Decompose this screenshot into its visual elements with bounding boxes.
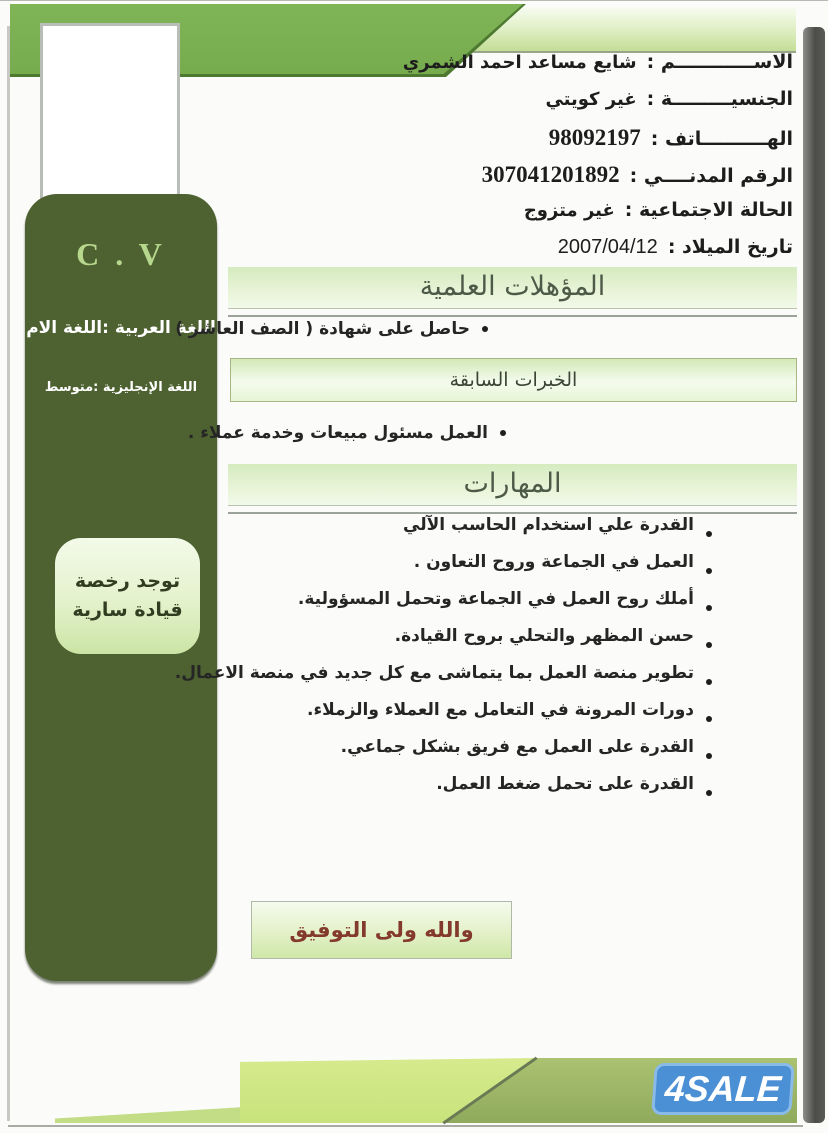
- closing-blessing-box: والله ولى التوفيق: [251, 901, 512, 959]
- bottom-decoration-tail: [55, 1107, 245, 1123]
- list-item: [175, 626, 712, 663]
- list-item: [175, 515, 712, 552]
- bullet-text: القدرة علي استخدام الحاسب الآلي: [403, 515, 694, 535]
- info-value: غير كويتي: [545, 89, 637, 110]
- license-line-2: قيادة سارية: [72, 599, 183, 621]
- experience-box-title: الخبرات السابقة: [230, 358, 797, 402]
- bullet-text: تطوير منصة العمل بما يتماشى مع كل جديد في منصة الاعمال.: [174, 663, 694, 683]
- personal-info-row: [393, 88, 793, 114]
- personal-info-row: [393, 236, 793, 262]
- scan-edge-bottom: [8, 1125, 803, 1127]
- list-item: [188, 423, 506, 443]
- bullet-icon: [706, 679, 712, 685]
- info-label: الهــــــــــاتف :: [650, 128, 793, 150]
- bullet-text: العمل في الجماعة وروح التعاون .: [413, 552, 694, 572]
- info-label: الحالة الاجتماعية :: [624, 199, 793, 221]
- experience-list: [188, 423, 506, 443]
- qualifications-list: [175, 319, 488, 339]
- info-value: 98092197: [548, 125, 641, 150]
- bullet-text: دورات المرونة في التعامل مع العملاء والزملاء.: [307, 700, 694, 720]
- license-line-1: توجد رخصة: [74, 569, 181, 592]
- personal-info-row: [393, 162, 793, 188]
- list-item: [175, 737, 712, 774]
- arabic-language-label: اللغة العربية :اللغة الام: [26, 318, 216, 338]
- bullet-text: حسن المظهر والتحلي بروح القيادة.: [394, 626, 694, 646]
- info-value: 307041201892: [481, 162, 620, 187]
- list-item: [175, 589, 712, 626]
- english-language-label: اللغة الإنجليزية :متوسط: [44, 380, 198, 395]
- cv-title: C . V: [76, 236, 166, 272]
- bullet-text: القدرة على تحمل ضغط العمل.: [436, 774, 694, 794]
- bullet-icon: [482, 326, 488, 332]
- list-item: [175, 663, 712, 700]
- list-item: [175, 774, 712, 811]
- personal-info-row: [393, 125, 793, 151]
- bullet-icon: [706, 716, 712, 722]
- info-value: شايع مساعد احمد الشمري: [402, 52, 637, 73]
- bullet-icon: [500, 430, 506, 436]
- info-label: الجنسيـــــــــة :: [646, 88, 793, 110]
- photo-placeholder: [40, 23, 180, 203]
- bullet-text: حاصل على شهادة ( الصف العاشر ): [175, 319, 470, 339]
- bullet-icon: [706, 605, 712, 611]
- info-value: غير متزوج: [523, 200, 615, 221]
- section-divider: [228, 315, 797, 317]
- skills-list: [175, 515, 712, 811]
- personal-info-row: [393, 51, 793, 77]
- bullet-icon: [706, 753, 712, 759]
- bullet-icon: [706, 531, 712, 537]
- bullet-icon: [706, 790, 712, 796]
- list-item: [175, 552, 712, 589]
- section-header-skills: المهارات: [228, 464, 797, 506]
- info-label: الرقم المدنــــي :: [629, 165, 793, 187]
- bullet-text: القدرة على العمل مع فريق بشكل جماعي.: [340, 737, 694, 757]
- section-divider: [228, 512, 797, 514]
- list-item: [175, 319, 488, 339]
- info-label: تاريخ الميلاد :: [667, 236, 793, 258]
- scan-edge-left: [7, 26, 10, 1121]
- section-header-qualifications: المؤهلات العلمية: [228, 267, 797, 309]
- bullet-text: العمل مسئول مبيعات وخدمة عملاء .: [187, 423, 488, 443]
- bullet-icon: [706, 642, 712, 648]
- 4sale-logo: 4SALE: [651, 1063, 795, 1115]
- bullet-text: أملك روح العمل في الجماعة وتحمل المسؤولية.: [297, 589, 694, 609]
- personal-info-row: [393, 199, 793, 225]
- info-value: 2007/04/12: [557, 236, 658, 258]
- scan-edge-right: [803, 27, 825, 1123]
- list-item: [175, 700, 712, 737]
- info-label: الاســــــــــــم :: [646, 51, 793, 73]
- personal-info-block: [393, 51, 793, 262]
- bullet-icon: [706, 568, 712, 574]
